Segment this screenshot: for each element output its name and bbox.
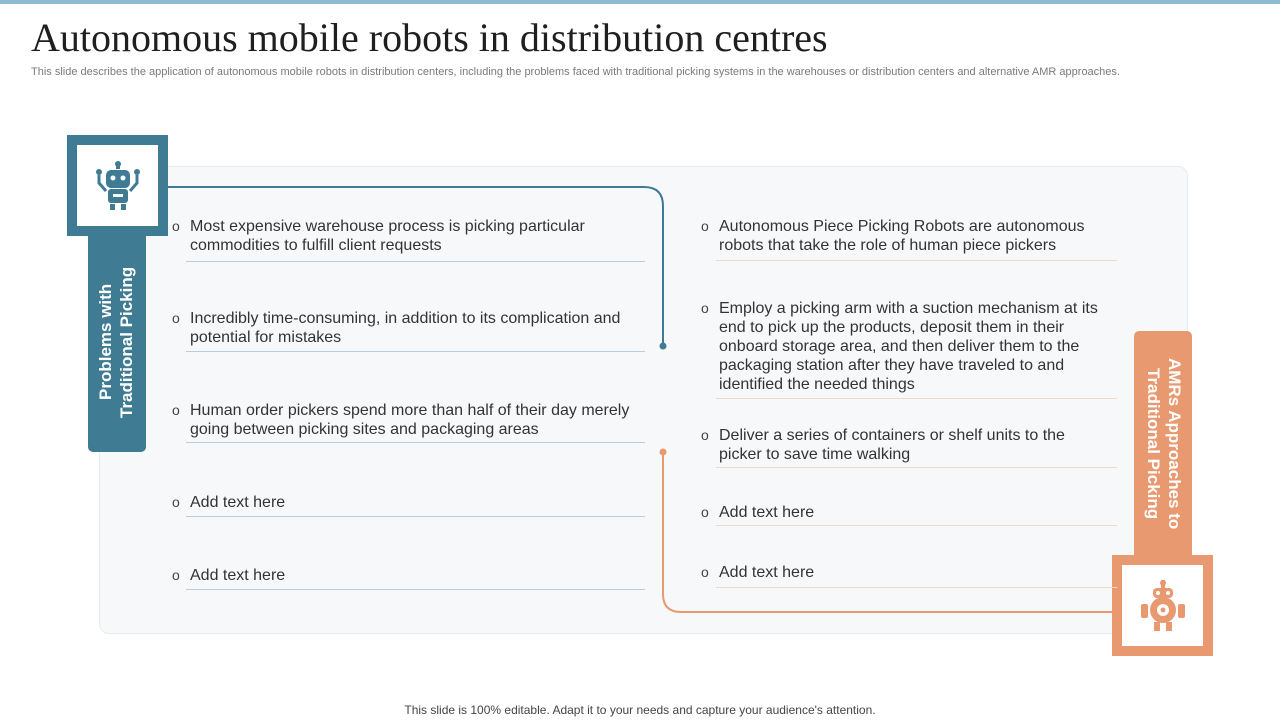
right-category-label: AMRs Approaches to Traditional Picking <box>1144 358 1184 530</box>
right-item-text: Deliver a series of containers or shelf units to the picker to save time walking <box>719 427 1065 463</box>
right-item-text: Employ a picking arm with a suction mechanism at its end to pick up the products, deposit them in their onboard storage area, and then deliver them to the packaging station after they have traveled to and identified the needed things <box>719 300 1098 393</box>
left-item-2 <box>172 309 642 347</box>
right-separator <box>716 398 1117 399</box>
left-item-5 <box>172 566 642 585</box>
right-icon-box <box>1112 555 1213 656</box>
footer-note: This slide is 100% editable. Adapt it to your needs and capture your audience's attention. <box>404 703 876 717</box>
right-item-2 <box>701 299 1101 394</box>
right-connector-dot <box>660 449 667 456</box>
left-item-3 <box>172 401 642 439</box>
left-connector-dot <box>660 343 667 350</box>
right-separator <box>716 525 1117 526</box>
robot-icon <box>95 161 141 211</box>
left-item-1 <box>172 217 642 255</box>
right-item-3 <box>701 426 1101 464</box>
left-separator <box>186 442 645 443</box>
left-separator <box>186 261 645 262</box>
right-connector-line <box>663 452 1114 612</box>
bullet-icon: o <box>701 300 709 316</box>
bullet-icon: o <box>172 310 180 326</box>
left-category-label: Problems with Traditional Picking <box>96 266 136 418</box>
left-separator <box>186 589 645 590</box>
left-category-strip <box>88 232 146 452</box>
bullet-icon: o <box>701 427 709 443</box>
page-subtitle: This slide describes the application of autonomous mobile robots in distribution centers, including the problems faced with traditional picking systems in the warehouses or distribution centers and alternative AMR approaches. <box>31 66 1120 78</box>
left-separator <box>186 516 645 517</box>
bullet-icon: o <box>701 504 709 520</box>
left-icon-box <box>67 135 168 236</box>
right-item-text: Autonomous Piece Picking Robots are autonomous robots that take the role of human piece pickers <box>719 218 1085 254</box>
right-item-text: Add text here <box>719 504 815 521</box>
right-item-5 <box>701 563 1101 582</box>
left-item-text: Incredibly time-consuming, in addition to its complication and potential for mistakes <box>190 310 621 346</box>
page-title: Autonomous mobile robots in distribution centres <box>31 15 828 60</box>
right-separator <box>716 587 1117 588</box>
right-item-text: Add text here <box>719 564 815 581</box>
left-item-4 <box>172 493 642 512</box>
robot-gear-icon <box>1138 580 1188 632</box>
left-item-text: Human order pickers spend more than half of their day merely going between picking sites and packaging areas <box>190 402 630 438</box>
left-item-text: Most expensive warehouse process is picking particular commodities to fulfill client requests <box>190 218 585 254</box>
bullet-icon: o <box>701 218 709 234</box>
left-item-text: Add text here <box>190 567 286 584</box>
right-category-strip <box>1134 331 1192 557</box>
right-item-4 <box>701 503 1101 522</box>
bullet-icon: o <box>172 218 180 234</box>
bullet-icon: o <box>172 402 180 418</box>
right-separator <box>716 467 1117 468</box>
bullet-icon: o <box>172 494 180 510</box>
left-item-text: Add text here <box>190 494 286 511</box>
right-item-1 <box>701 217 1101 255</box>
right-separator <box>716 260 1117 261</box>
bullet-icon: o <box>172 567 180 583</box>
left-separator <box>186 351 645 352</box>
bullet-icon: o <box>701 564 709 580</box>
